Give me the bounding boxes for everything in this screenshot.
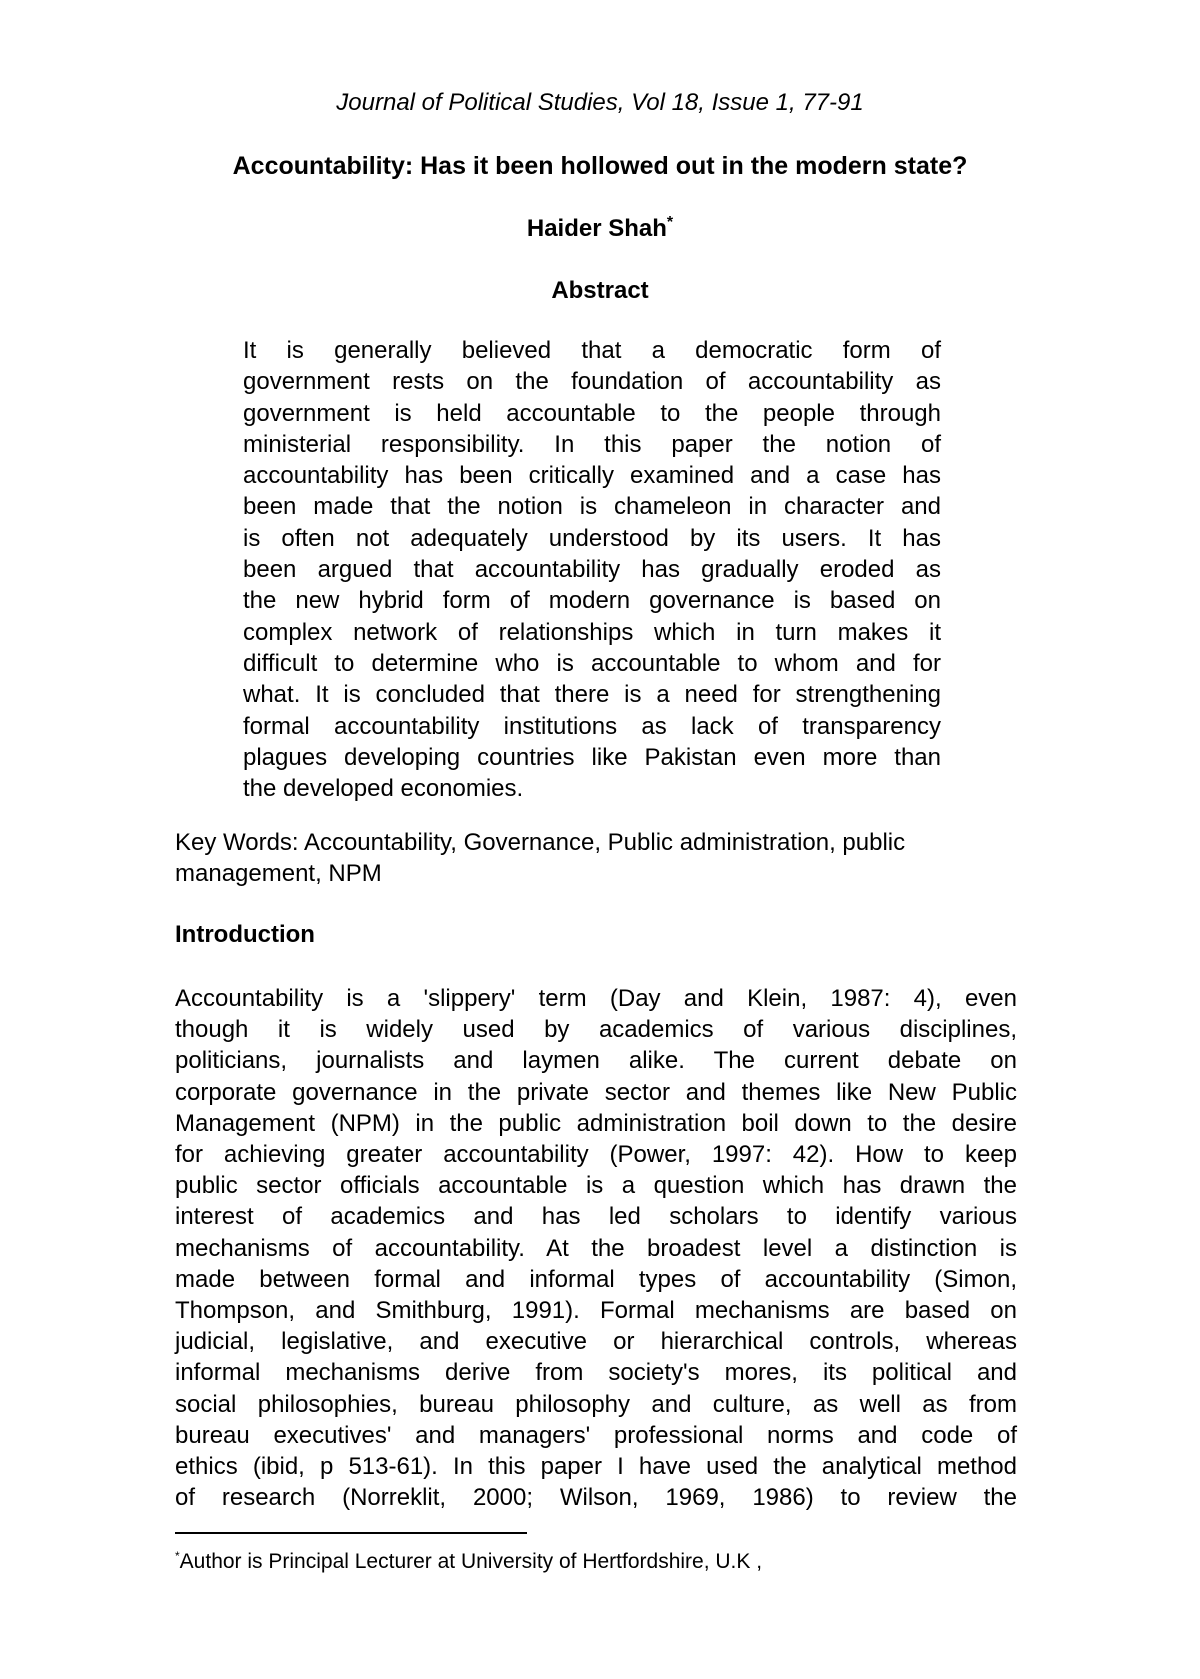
abstract-line: formal accountability institutions as lack of transparency <box>243 712 941 740</box>
intro-line: though it is widely used by academics of various disciplines, <box>175 1016 1017 1044</box>
intro-line: mechanisms of accountability. At the broadest level a distinction is <box>175 1234 1017 1262</box>
abstract-heading: Abstract <box>551 277 649 304</box>
introduction-heading: Introduction <box>175 921 315 948</box>
abstract-line: difficult to determine who is accountable to whom and for <box>243 649 941 677</box>
footnote-mark: * <box>175 1549 180 1563</box>
article-title: Accountability: Has it been hollowed out in the modern state? <box>232 152 968 180</box>
intro-line: interest of academics and has led scholars to identify various <box>175 1203 1017 1231</box>
intro-line: bureau executives' and managers' professional norms and code of <box>175 1421 1017 1449</box>
abstract-line: government rests on the foundation of accountability as <box>243 368 941 396</box>
abstract-line: been argued that accountability has gradually eroded as <box>243 556 941 584</box>
author-name: Haider Shah <box>526 215 667 242</box>
abstract-line: what. It is concluded that there is a need for strengthening <box>243 681 941 709</box>
intro-line: judicial, legislative, and executive or hierarchical controls, whereas <box>175 1328 1017 1356</box>
intro-line: of research (Norreklit, 2000; Wilson, 1969, 1986) to review the <box>175 1484 1017 1512</box>
abstract-line: plagues developing countries like Pakistan even more than <box>243 743 941 771</box>
footnote-text: Author is Principal Lecturer at University of Hertfordshire, U.K , <box>179 1550 763 1573</box>
abstract-line: been made that the notion is chameleon in character and <box>243 493 941 521</box>
author-line <box>0 214 1200 244</box>
abstract-line: accountability has been critically examined and a case has <box>243 462 941 490</box>
abstract-line: complex network of relationships which in turn makes it <box>243 618 941 646</box>
footnote <box>175 1548 1017 1576</box>
keywords-line: Key Words: Accountability, Governance, Public administration, public <box>175 829 906 856</box>
intro-line: Thompson, and Smithburg, 1991). Formal mechanisms are based on <box>175 1297 1017 1325</box>
introduction-body <box>175 983 1017 1513</box>
intro-line: politicians, journalists and laymen alike. The current debate on <box>175 1047 1017 1075</box>
abstract-line: is often not adequately understood by its users. It has <box>243 524 941 552</box>
abstract-line: the developed economies. <box>243 775 524 803</box>
intro-line: informal mechanisms derive from society's mores, its political and <box>175 1359 1017 1387</box>
intro-line: Accountability is a 'slippery' term (Day and Klein, 1987: 4), even <box>175 985 1017 1012</box>
abstract-line: the new hybrid form of modern governance is based on <box>243 587 941 615</box>
journal-citation: Journal of Political Studies, Vol 18, Issue 1, 77-91 <box>336 89 864 116</box>
keywords <box>175 827 1017 889</box>
author-footnote-mark: * <box>666 214 674 231</box>
footnote-separator <box>175 1532 527 1534</box>
intro-line: ethics (ibid, p 513-61). In this paper I have used the analytical method <box>175 1453 1017 1481</box>
intro-line: for achieving greater accountability (Power, 1997: 42). How to keep <box>175 1141 1017 1169</box>
intro-line: corporate governance in the private sector and themes like New Public <box>175 1078 1017 1106</box>
intro-line: Management (NPM) in the public administration boil down to the desire <box>175 1109 1017 1137</box>
abstract-line: government is held accountable to the people through <box>243 399 941 427</box>
intro-line: social philosophies, bureau philosophy and culture, as well as from <box>175 1390 1017 1418</box>
abstract-line: It is generally believed that a democratic form of <box>243 337 941 364</box>
abstract-body <box>243 335 941 804</box>
abstract-line: ministerial responsibility. In this paper the notion of <box>243 430 941 458</box>
intro-line: public sector officials accountable is a question which has drawn the <box>175 1172 1017 1200</box>
keywords-line: management, NPM <box>175 860 382 887</box>
intro-line: made between formal and informal types of accountability (Simon, <box>175 1265 1017 1293</box>
